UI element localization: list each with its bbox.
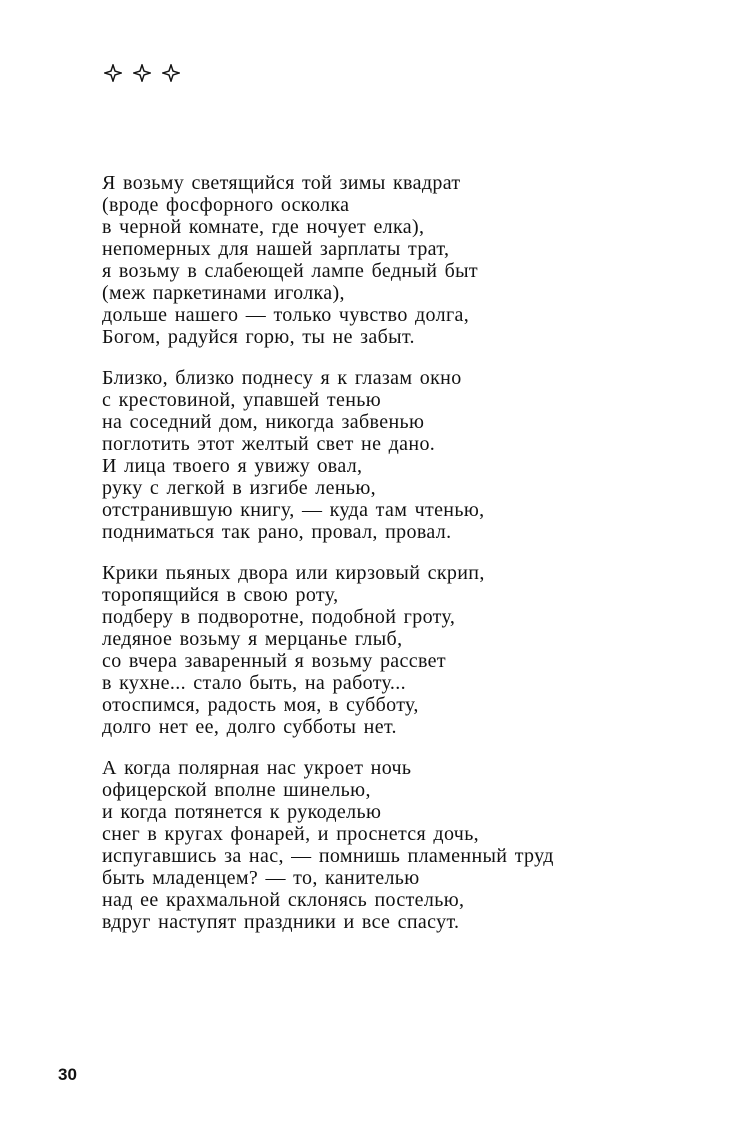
section-ornament [104, 60, 180, 86]
poem-line: я возьму в слабеющей лампе бедный быт [102, 260, 479, 282]
poem-line: и когда потянется к рукоделью [102, 801, 382, 823]
poem-line: А когда полярная нас укроет ночь [102, 757, 412, 779]
poem-line: подберу в подворотне, подобной гроту, [102, 606, 456, 628]
stanza-4 [102, 757, 712, 933]
poem-line: в кухне... стало быть, на работу... [102, 672, 406, 694]
poem-line: отстранившую книгу, — куда там чтенью, [102, 499, 485, 521]
poem-line: на соседний дом, никогда забвенью [102, 411, 425, 433]
poem-line: Близко, близко поднесу я к глазам окно [102, 367, 462, 389]
four-point-star-icon [162, 64, 180, 82]
poem-line: испугавшись за нас, — помнишь пламенный труд [102, 845, 554, 867]
stanza-2 [102, 367, 712, 543]
poem-line: со вчера заваренный я возьму рассвет [102, 650, 446, 672]
poem-line: поглотить этот желтый свет не дано. [102, 433, 436, 455]
poem-line: подниматься так рано, провал, провал. [102, 521, 452, 543]
poem-line: непомерных для нашей зарплаты трат, [102, 238, 450, 260]
poem-line: снег в кругах фонарей, и проснется дочь, [102, 823, 480, 845]
poem-line: ледяное возьму я мерцанье глыб, [102, 628, 403, 650]
poem-line: с крестовиной, упавшей тенью [102, 389, 382, 411]
poem-line: в черной комнате, где ночует елка), [102, 216, 425, 238]
poem-line: отоспимся, радость моя, в субботу, [102, 694, 419, 716]
poem-text [102, 172, 712, 952]
poem-line: руку с легкой в изгибе ленью, [102, 477, 377, 499]
four-point-star-icon [133, 64, 151, 82]
poem-line: И лица твоего я увижу овал, [102, 455, 363, 477]
poem-line: вдруг наступят праздники и все спасут. [102, 911, 460, 933]
poem-line: торопящийся в свою роту, [102, 584, 339, 606]
poem-line: (вроде фосфорного осколка [102, 194, 350, 216]
stanza-1 [102, 172, 712, 348]
poem-line: быть младенцем? — то, канителью [102, 867, 420, 889]
page-number: 30 [58, 1065, 77, 1084]
poem-line: Крики пьяных двора или кирзовый скрип, [102, 562, 485, 584]
stanza-3 [102, 562, 712, 738]
poem-line: Богом, радуйся горю, ты не забыт. [102, 326, 415, 348]
poem-line: над ее крахмальной склонясь постелью, [102, 889, 465, 911]
four-point-star-icon [104, 64, 122, 82]
poem-line: долго нет ее, долго субботы нет. [102, 716, 397, 738]
poem-line: офицерской вполне шинелью, [102, 779, 371, 801]
poem-line: дольше нашего — только чувство долга, [102, 304, 470, 326]
poem-line: (меж паркетинами иголка), [102, 282, 345, 304]
poem-line: Я возьму светящийся той зимы квадрат [102, 172, 461, 194]
